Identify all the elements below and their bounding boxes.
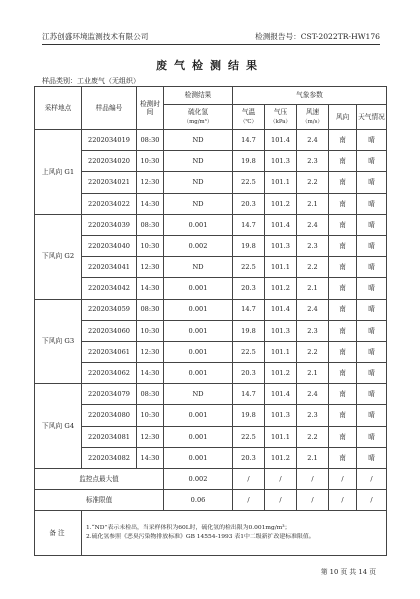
notes-row bbox=[35, 511, 387, 556]
pressure-cell: 101.3 bbox=[265, 320, 297, 341]
temperature-cell: 14.7 bbox=[233, 299, 265, 320]
col-temp-header: 气温 （℃） bbox=[233, 105, 265, 130]
col-sample-header: 样品编号 bbox=[82, 87, 137, 130]
wind-speed-cell: 2.4 bbox=[297, 130, 329, 151]
wind-speed-cell: 2.2 bbox=[297, 341, 329, 362]
h2s-value-cell: 0.001 bbox=[164, 341, 233, 362]
slash-cell: / bbox=[233, 469, 265, 490]
sample-no-cell: 2202034022 bbox=[82, 193, 137, 214]
table-row bbox=[35, 151, 387, 172]
sample-no-cell: 2202034082 bbox=[82, 447, 137, 468]
temperature-cell: 19.8 bbox=[233, 405, 265, 426]
wind-speed-cell: 2.2 bbox=[297, 257, 329, 278]
weather-cell: 晴 bbox=[357, 384, 387, 405]
sample-no-cell: 2202034081 bbox=[82, 426, 137, 447]
pressure-cell: 101.1 bbox=[265, 257, 297, 278]
wind-direction-cell: 南 bbox=[329, 320, 357, 341]
slash-cell: / bbox=[297, 490, 329, 511]
location-cell: 下风向 G3 bbox=[35, 299, 82, 384]
temperature-cell: 22.5 bbox=[233, 341, 265, 362]
wind-direction-cell: 南 bbox=[329, 193, 357, 214]
table-row bbox=[35, 172, 387, 193]
h2s-value-cell: 0.001 bbox=[164, 299, 233, 320]
time-cell: 14:30 bbox=[137, 363, 164, 384]
table-row bbox=[35, 426, 387, 447]
wind-direction-cell: 南 bbox=[329, 257, 357, 278]
weather-cell: 晴 bbox=[357, 130, 387, 151]
sample-no-cell: 2202034021 bbox=[82, 172, 137, 193]
limit-row-value: 0.06 bbox=[164, 490, 233, 511]
wind-speed-cell: 2.1 bbox=[297, 278, 329, 299]
pressure-cell: 101.3 bbox=[265, 405, 297, 426]
wind-speed-cell: 2.3 bbox=[297, 151, 329, 172]
note-line-2: 2.硫化氢参照《恶臭污染物排放标准》GB 14554-1993 表1中二级新扩改建标准限值。 bbox=[86, 534, 315, 541]
table-row bbox=[35, 447, 387, 468]
sample-no-cell: 2202034080 bbox=[82, 405, 137, 426]
weather-cell: 晴 bbox=[357, 151, 387, 172]
pressure-cell: 101.1 bbox=[265, 341, 297, 362]
h2s-value-cell: ND bbox=[164, 172, 233, 193]
header-row-1 bbox=[35, 87, 387, 105]
notes-text bbox=[82, 511, 387, 556]
wind-speed-cell: 2.1 bbox=[297, 447, 329, 468]
pressure-cell: 101.2 bbox=[265, 363, 297, 384]
col-time-header: 检测时间 bbox=[137, 87, 164, 130]
pressure-cell: 101.2 bbox=[265, 447, 297, 468]
time-cell: 12:30 bbox=[137, 172, 164, 193]
wind-direction-cell: 南 bbox=[329, 405, 357, 426]
weather-cell: 晴 bbox=[357, 214, 387, 235]
temperature-cell: 22.5 bbox=[233, 426, 265, 447]
h2s-value-cell: 0.001 bbox=[164, 363, 233, 384]
location-cell: 下风向 G2 bbox=[35, 214, 82, 299]
wind-direction-cell: 南 bbox=[329, 363, 357, 384]
note-line-1: 1.“ND”表示未检出，当采样体积为60L时，硫化氢的检出限为0.001mg/m³； bbox=[86, 525, 291, 532]
results-table-body bbox=[35, 87, 387, 556]
temperature-cell: 14.7 bbox=[233, 384, 265, 405]
slash-cell: / bbox=[357, 469, 387, 490]
header-rule bbox=[42, 44, 380, 45]
wind-direction-cell: 南 bbox=[329, 426, 357, 447]
weather-cell: 晴 bbox=[357, 447, 387, 468]
slash-cell: / bbox=[233, 490, 265, 511]
max-value-row bbox=[35, 469, 387, 490]
sample-type: 样品类别：工业废气（无组织） bbox=[42, 77, 140, 85]
wind-speed-cell: 2.4 bbox=[297, 214, 329, 235]
table-row bbox=[35, 341, 387, 362]
time-cell: 08:30 bbox=[137, 130, 164, 151]
time-cell: 08:30 bbox=[137, 299, 164, 320]
table-row bbox=[35, 363, 387, 384]
h2s-value-cell: ND bbox=[164, 151, 233, 172]
h2s-value-cell: 0.001 bbox=[164, 447, 233, 468]
weather-cell: 晴 bbox=[357, 363, 387, 384]
slash-cell: / bbox=[265, 469, 297, 490]
results-table bbox=[34, 86, 387, 556]
sample-no-cell: 2202034061 bbox=[82, 341, 137, 362]
wind-speed-cell: 2.3 bbox=[297, 235, 329, 256]
table-row bbox=[35, 130, 387, 151]
pressure-cell: 101.3 bbox=[265, 235, 297, 256]
weather-cell: 晴 bbox=[357, 172, 387, 193]
h2s-value-cell: 0.001 bbox=[164, 405, 233, 426]
wind-direction-cell: 南 bbox=[329, 299, 357, 320]
slash-cell: / bbox=[357, 490, 387, 511]
pressure-cell: 101.2 bbox=[265, 278, 297, 299]
time-cell: 12:30 bbox=[137, 257, 164, 278]
limit-row bbox=[35, 490, 387, 511]
sample-no-cell: 2202034019 bbox=[82, 130, 137, 151]
wind-speed-cell: 2.3 bbox=[297, 320, 329, 341]
page-title: 废气检测结果 bbox=[156, 59, 264, 72]
wind-speed-cell: 2.2 bbox=[297, 172, 329, 193]
wind-direction-cell: 南 bbox=[329, 172, 357, 193]
table-row bbox=[35, 278, 387, 299]
time-cell: 14:30 bbox=[137, 193, 164, 214]
col-location-header: 采样地点 bbox=[35, 87, 82, 130]
wind-speed-cell: 2.3 bbox=[297, 405, 329, 426]
max-row-value: 0.002 bbox=[164, 469, 233, 490]
col-pressure-header: 气压 （kPa） bbox=[265, 105, 297, 130]
h2s-value-cell: ND bbox=[164, 257, 233, 278]
h2s-value-cell: 0.001 bbox=[164, 426, 233, 447]
time-cell: 10:30 bbox=[137, 235, 164, 256]
pressure-cell: 101.4 bbox=[265, 384, 297, 405]
temperature-cell: 14.7 bbox=[233, 214, 265, 235]
temperature-cell: 19.8 bbox=[233, 235, 265, 256]
pressure-cell: 101.3 bbox=[265, 151, 297, 172]
table-row bbox=[35, 384, 387, 405]
pressure-cell: 101.4 bbox=[265, 214, 297, 235]
time-cell: 14:30 bbox=[137, 278, 164, 299]
weather-cell: 晴 bbox=[357, 278, 387, 299]
time-cell: 12:30 bbox=[137, 426, 164, 447]
wind-direction-cell: 南 bbox=[329, 384, 357, 405]
time-cell: 08:30 bbox=[137, 214, 164, 235]
wind-speed-cell: 2.4 bbox=[297, 384, 329, 405]
sample-no-cell: 2202034060 bbox=[82, 320, 137, 341]
h2s-value-cell: 0.002 bbox=[164, 235, 233, 256]
wind-speed-cell: 2.2 bbox=[297, 426, 329, 447]
sample-no-cell: 2202034039 bbox=[82, 214, 137, 235]
temperature-cell: 20.3 bbox=[233, 278, 265, 299]
wind-direction-cell: 南 bbox=[329, 151, 357, 172]
col-h2s-header: 硫化氢 （mg/m³） bbox=[164, 105, 233, 130]
weather-cell: 晴 bbox=[357, 235, 387, 256]
weather-cell: 晴 bbox=[357, 320, 387, 341]
limit-row-label: 标准限值 bbox=[35, 490, 164, 511]
table-row bbox=[35, 257, 387, 278]
h2s-value-cell: ND bbox=[164, 384, 233, 405]
col-wind-dir-header: 风向 bbox=[329, 105, 357, 130]
wind-direction-cell: 南 bbox=[329, 214, 357, 235]
time-cell: 08:30 bbox=[137, 384, 164, 405]
slash-cell: / bbox=[265, 490, 297, 511]
location-cell: 上风向 G1 bbox=[35, 130, 82, 215]
table-row bbox=[35, 405, 387, 426]
sample-no-cell: 2202034079 bbox=[82, 384, 137, 405]
sample-no-cell: 2202034020 bbox=[82, 151, 137, 172]
company-name: 江苏创盛环境监测技术有限公司 bbox=[42, 32, 149, 41]
h2s-value-cell: ND bbox=[164, 130, 233, 151]
col-weather-group-header: 气象参数 bbox=[233, 87, 387, 105]
temperature-cell: 22.5 bbox=[233, 172, 265, 193]
table-row bbox=[35, 320, 387, 341]
pressure-cell: 101.2 bbox=[265, 193, 297, 214]
wind-direction-cell: 南 bbox=[329, 235, 357, 256]
wind-speed-cell: 2.1 bbox=[297, 363, 329, 384]
sample-no-cell: 2202034042 bbox=[82, 278, 137, 299]
wind-direction-cell: 南 bbox=[329, 278, 357, 299]
wind-direction-cell: 南 bbox=[329, 341, 357, 362]
pressure-cell: 101.4 bbox=[265, 130, 297, 151]
slash-cell: / bbox=[329, 490, 357, 511]
table-row bbox=[35, 299, 387, 320]
wind-direction-cell: 南 bbox=[329, 130, 357, 151]
pressure-cell: 101.1 bbox=[265, 172, 297, 193]
slash-cell: / bbox=[329, 469, 357, 490]
temperature-cell: 22.5 bbox=[233, 257, 265, 278]
weather-cell: 晴 bbox=[357, 341, 387, 362]
sample-no-cell: 2202034040 bbox=[82, 235, 137, 256]
time-cell: 10:30 bbox=[137, 151, 164, 172]
page-header bbox=[42, 30, 380, 42]
h2s-value-cell: 0.001 bbox=[164, 320, 233, 341]
table-row bbox=[35, 214, 387, 235]
weather-cell: 晴 bbox=[357, 299, 387, 320]
col-weather-header: 天气情况 bbox=[357, 105, 387, 130]
pressure-cell: 101.4 bbox=[265, 299, 297, 320]
table-row bbox=[35, 193, 387, 214]
weather-cell: 晴 bbox=[357, 426, 387, 447]
col-result-group-header: 检测结果 bbox=[164, 87, 233, 105]
sample-no-cell: 2202034041 bbox=[82, 257, 137, 278]
wind-speed-cell: 2.4 bbox=[297, 299, 329, 320]
wind-direction-cell: 南 bbox=[329, 447, 357, 468]
temperature-cell: 19.8 bbox=[233, 151, 265, 172]
temperature-cell: 20.3 bbox=[233, 363, 265, 384]
temperature-cell: 20.3 bbox=[233, 447, 265, 468]
slash-cell: / bbox=[297, 469, 329, 490]
temperature-cell: 20.3 bbox=[233, 193, 265, 214]
sample-no-cell: 2202034059 bbox=[82, 299, 137, 320]
location-cell: 下风向 G4 bbox=[35, 384, 82, 469]
temperature-cell: 19.8 bbox=[233, 320, 265, 341]
temperature-cell: 14.7 bbox=[233, 130, 265, 151]
time-cell: 10:30 bbox=[137, 320, 164, 341]
table-row bbox=[35, 235, 387, 256]
pressure-cell: 101.1 bbox=[265, 426, 297, 447]
notes-label: 备注 bbox=[35, 511, 82, 556]
time-cell: 10:30 bbox=[137, 405, 164, 426]
report-number: 检测报告号：CST-2022TR-HW176 bbox=[255, 32, 380, 41]
time-cell: 12:30 bbox=[137, 341, 164, 362]
wind-speed-cell: 2.1 bbox=[297, 193, 329, 214]
col-wind-speed-header: 风速 （m/s） bbox=[297, 105, 329, 130]
time-cell: 14:30 bbox=[137, 447, 164, 468]
sample-no-cell: 2202034062 bbox=[82, 363, 137, 384]
h2s-value-cell: 0.001 bbox=[164, 278, 233, 299]
weather-cell: 晴 bbox=[357, 405, 387, 426]
max-row-label: 监控点最大值 bbox=[35, 469, 164, 490]
weather-cell: 晴 bbox=[357, 193, 387, 214]
h2s-value-cell: ND bbox=[164, 193, 233, 214]
weather-cell: 晴 bbox=[357, 257, 387, 278]
h2s-value-cell: 0.001 bbox=[164, 214, 233, 235]
page-footer: 第 10 页 共 14 页 bbox=[320, 568, 376, 576]
